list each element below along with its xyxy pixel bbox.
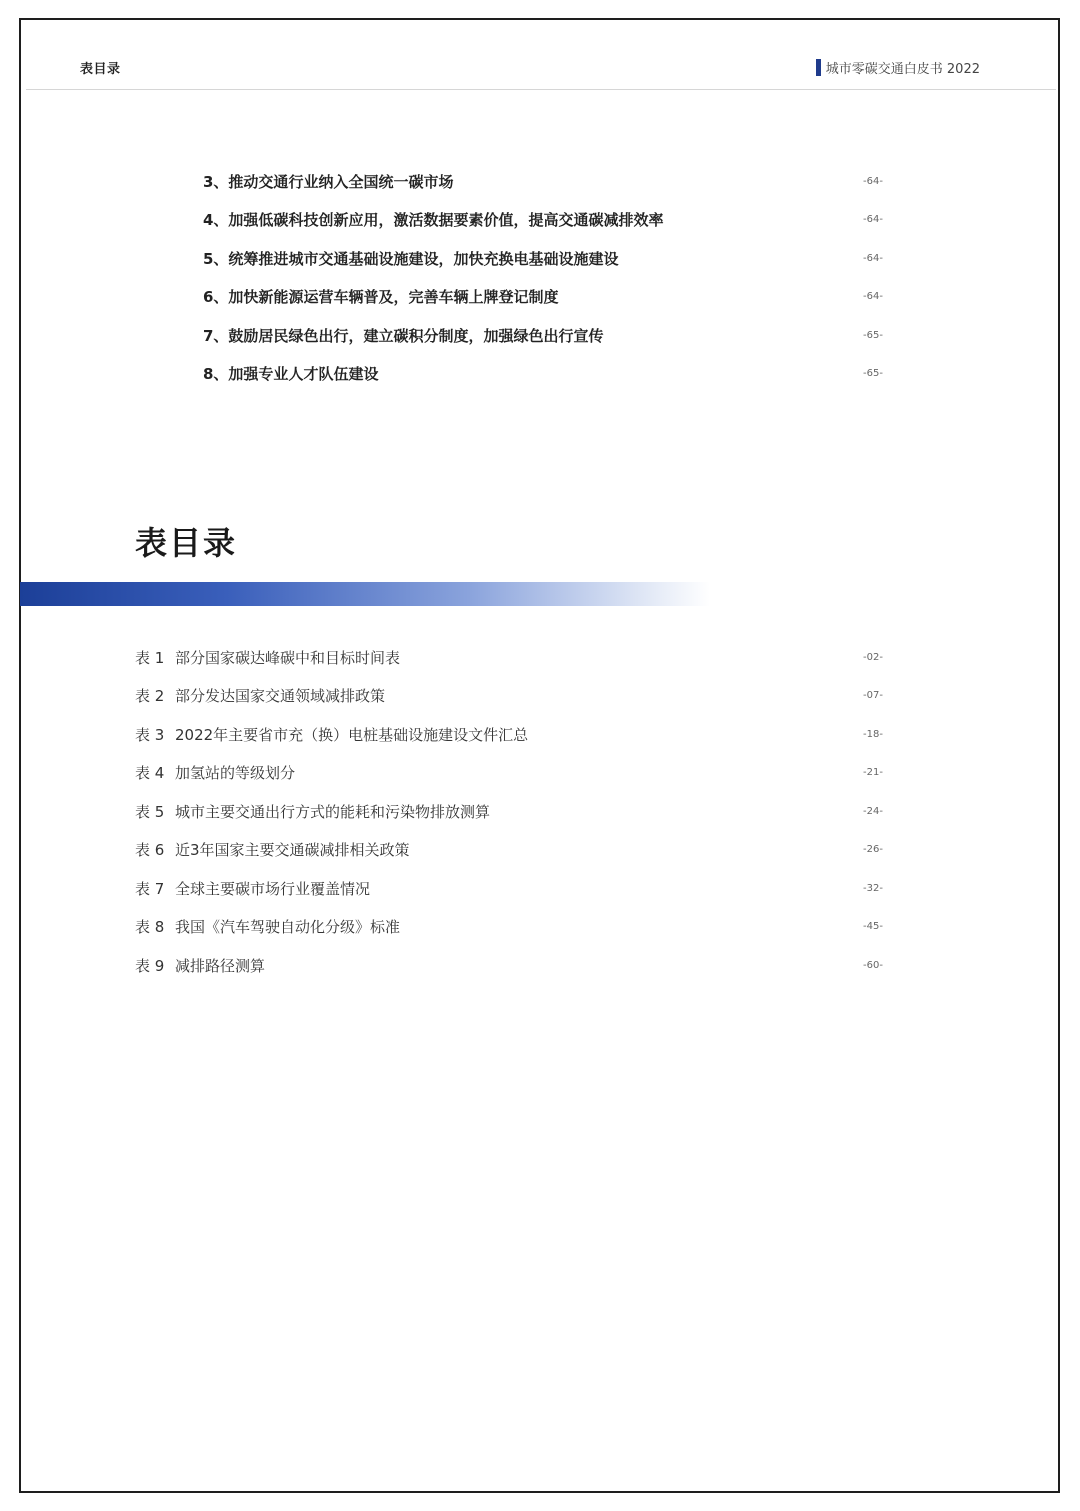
table-number: 表 3 <box>135 726 165 744</box>
heading-gradient-bar <box>20 582 710 606</box>
table-number: 表 1 <box>135 649 165 667</box>
table-list-heading: 表目录 <box>135 524 238 562</box>
toc-item-page: -64- <box>863 214 883 225</box>
table-number: 表 2 <box>135 687 165 705</box>
table-list-item[interactable] <box>0 646 1080 670</box>
table-list-item[interactable] <box>0 684 1080 708</box>
table-title: 部分发达国家交通领域减排政策 <box>175 687 386 705</box>
table-page: -24- <box>863 806 883 817</box>
table-page: -60- <box>863 960 883 971</box>
table-title: 加氢站的等级划分 <box>175 764 296 782</box>
toc-item[interactable] <box>0 362 1080 386</box>
toc-item-page: -65- <box>863 330 883 341</box>
table-page: -26- <box>863 844 883 855</box>
toc-item-label: 4、加强低碳科技创新应用，激活数据要素价值，提高交通碳减排效率 <box>203 211 664 229</box>
table-list-item[interactable] <box>0 761 1080 785</box>
table-title: 我国《汽车驾驶自动化分级》标准 <box>175 918 401 936</box>
header-divider <box>26 89 1056 90</box>
table-number: 表 6 <box>135 841 165 859</box>
header-publication-title <box>816 58 980 77</box>
toc-item-label: 6、加快新能源运营车辆普及，完善车辆上牌登记制度 <box>203 288 559 306</box>
table-page: -32- <box>863 883 883 894</box>
table-title: 近3年国家主要交通碳减排相关政策 <box>175 841 410 859</box>
toc-item-label: 3、推动交通行业纳入全国统一碳市场 <box>203 173 454 191</box>
toc-item[interactable] <box>0 324 1080 348</box>
table-list-item[interactable] <box>0 723 1080 747</box>
table-page: -21- <box>863 767 883 778</box>
table-list-item[interactable] <box>0 915 1080 939</box>
toc-item[interactable] <box>0 285 1080 309</box>
table-number: 表 9 <box>135 957 165 975</box>
table-title: 城市主要交通出行方式的能耗和污染物排放测算 <box>175 803 491 821</box>
table-list-item[interactable] <box>0 954 1080 978</box>
table-title: 减排路径测算 <box>175 957 266 975</box>
table-number: 表 8 <box>135 918 165 936</box>
table-title: 全球主要碳市场行业覆盖情况 <box>175 880 371 898</box>
page-frame <box>19 18 1060 1493</box>
header-accent-marker <box>816 59 821 76</box>
toc-item-page: -64- <box>863 253 883 264</box>
table-title: 2022年主要省市充（换）电桩基础设施建设文件汇总 <box>175 726 529 744</box>
table-list-item[interactable] <box>0 800 1080 824</box>
toc-item-label: 8、加强专业人才队伍建设 <box>203 365 379 383</box>
toc-item[interactable] <box>0 247 1080 271</box>
header-section-title: 表目录 <box>80 62 121 77</box>
table-page: -07- <box>863 690 883 701</box>
table-number: 表 5 <box>135 803 165 821</box>
table-page: -18- <box>863 729 883 740</box>
table-list-item[interactable] <box>0 877 1080 901</box>
toc-item[interactable] <box>0 170 1080 194</box>
table-number: 表 7 <box>135 880 165 898</box>
table-title: 部分国家碳达峰碳中和目标时间表 <box>175 649 401 667</box>
toc-item[interactable] <box>0 208 1080 232</box>
toc-item-page: -64- <box>863 291 883 302</box>
toc-item-label: 7、鼓励居民绿色出行，建立碳积分制度，加强绿色出行宣传 <box>203 327 604 345</box>
table-page: -45- <box>863 921 883 932</box>
toc-item-page: -65- <box>863 368 883 379</box>
table-list-item[interactable] <box>0 838 1080 862</box>
header-publication-label: 城市零碳交通白皮书 2022 <box>825 62 980 77</box>
toc-item-label: 5、统筹推进城市交通基础设施建设，加快充换电基础设施建设 <box>203 250 619 268</box>
toc-item-page: -64- <box>863 176 883 187</box>
table-number: 表 4 <box>135 764 165 782</box>
table-page: -02- <box>863 652 883 663</box>
